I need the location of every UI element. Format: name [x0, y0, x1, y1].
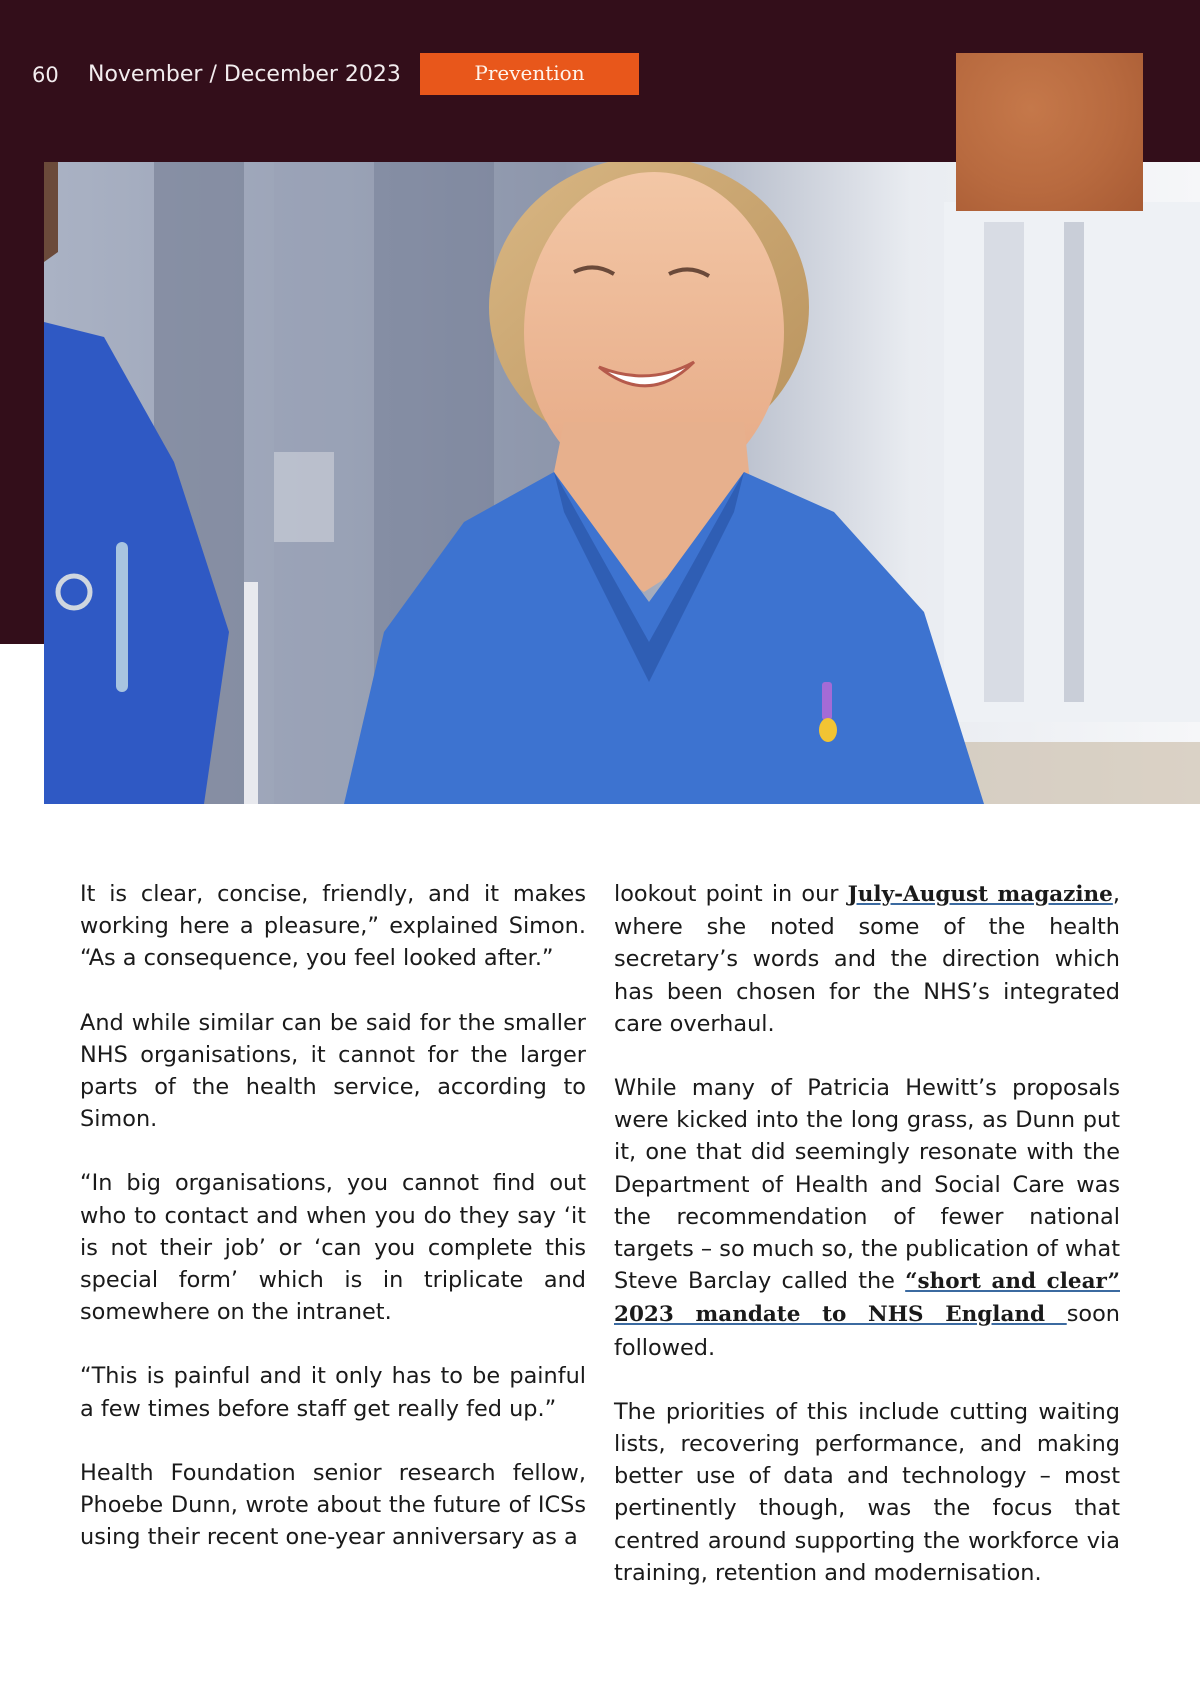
paragraph: The priorities of this include cutting waiting lists, recovering performance, and making better use of data and technology – most pertinently though, was the focus that centred around supporting the workforce via training, retention and modernisation.	[614, 1398, 1120, 1586]
paragraph: Health Foundation senior research fellow, Phoebe Dunn, wrote about the future of ICSs using their recent one-year anniversary as a	[80, 1459, 586, 1551]
paragraph: “This is painful and it only has to be painful a few times before staff get really fed up.”	[80, 1363, 586, 1422]
section-tag[interactable]: Prevention	[420, 53, 639, 95]
paragraph: It is clear, concise, friendly, and it makes working here a pleasure,” explained Simon. “As a consequence, you feel looked after.”	[80, 881, 586, 972]
photo-image	[44, 162, 1200, 804]
article-column-right	[614, 878, 1120, 1621]
article-body	[80, 878, 1120, 1621]
nurse-photo	[44, 162, 1200, 804]
decorative-swatch	[956, 53, 1143, 211]
text-span: , where she noted some of the health secretary’s words and the direction which has been chosen for the NHS’s integrated care overhaul.	[614, 881, 1120, 1037]
issue-date: November / December 2023	[88, 62, 401, 87]
paragraph: “In big organisations, you cannot find out who to contact and when you do they say ‘it is not their job’ or ‘can you complete this special form’ which is in triplicate and somewhere on the intranet.	[80, 1170, 586, 1326]
text-span: lookout point in our	[614, 881, 848, 907]
paragraph	[614, 878, 1120, 1040]
paragraph	[614, 1072, 1120, 1364]
july-august-magazine-link[interactable]: July-August magazine	[847, 882, 1113, 907]
mandate-link[interactable]: “short and clear” 2023 mandate to NHS England	[614, 1269, 1120, 1328]
paragraph: And while similar can be said for the smaller NHS organisations, it cannot for the larger parts of the health service, according to Simon.	[80, 1009, 586, 1133]
article-column-left	[80, 878, 586, 1621]
text-span: soon followed.	[614, 1301, 1120, 1361]
text-span: While many of Patricia Hewitt’s proposals were kicked into the long grass, as Dunn put it, one that did seemingly resonate with the Department of Health and Social Care was the recommendation of fewer national targets – so much so, the publication of what Steve Barclay called the	[614, 1075, 1120, 1295]
page-number: 60	[32, 63, 59, 87]
